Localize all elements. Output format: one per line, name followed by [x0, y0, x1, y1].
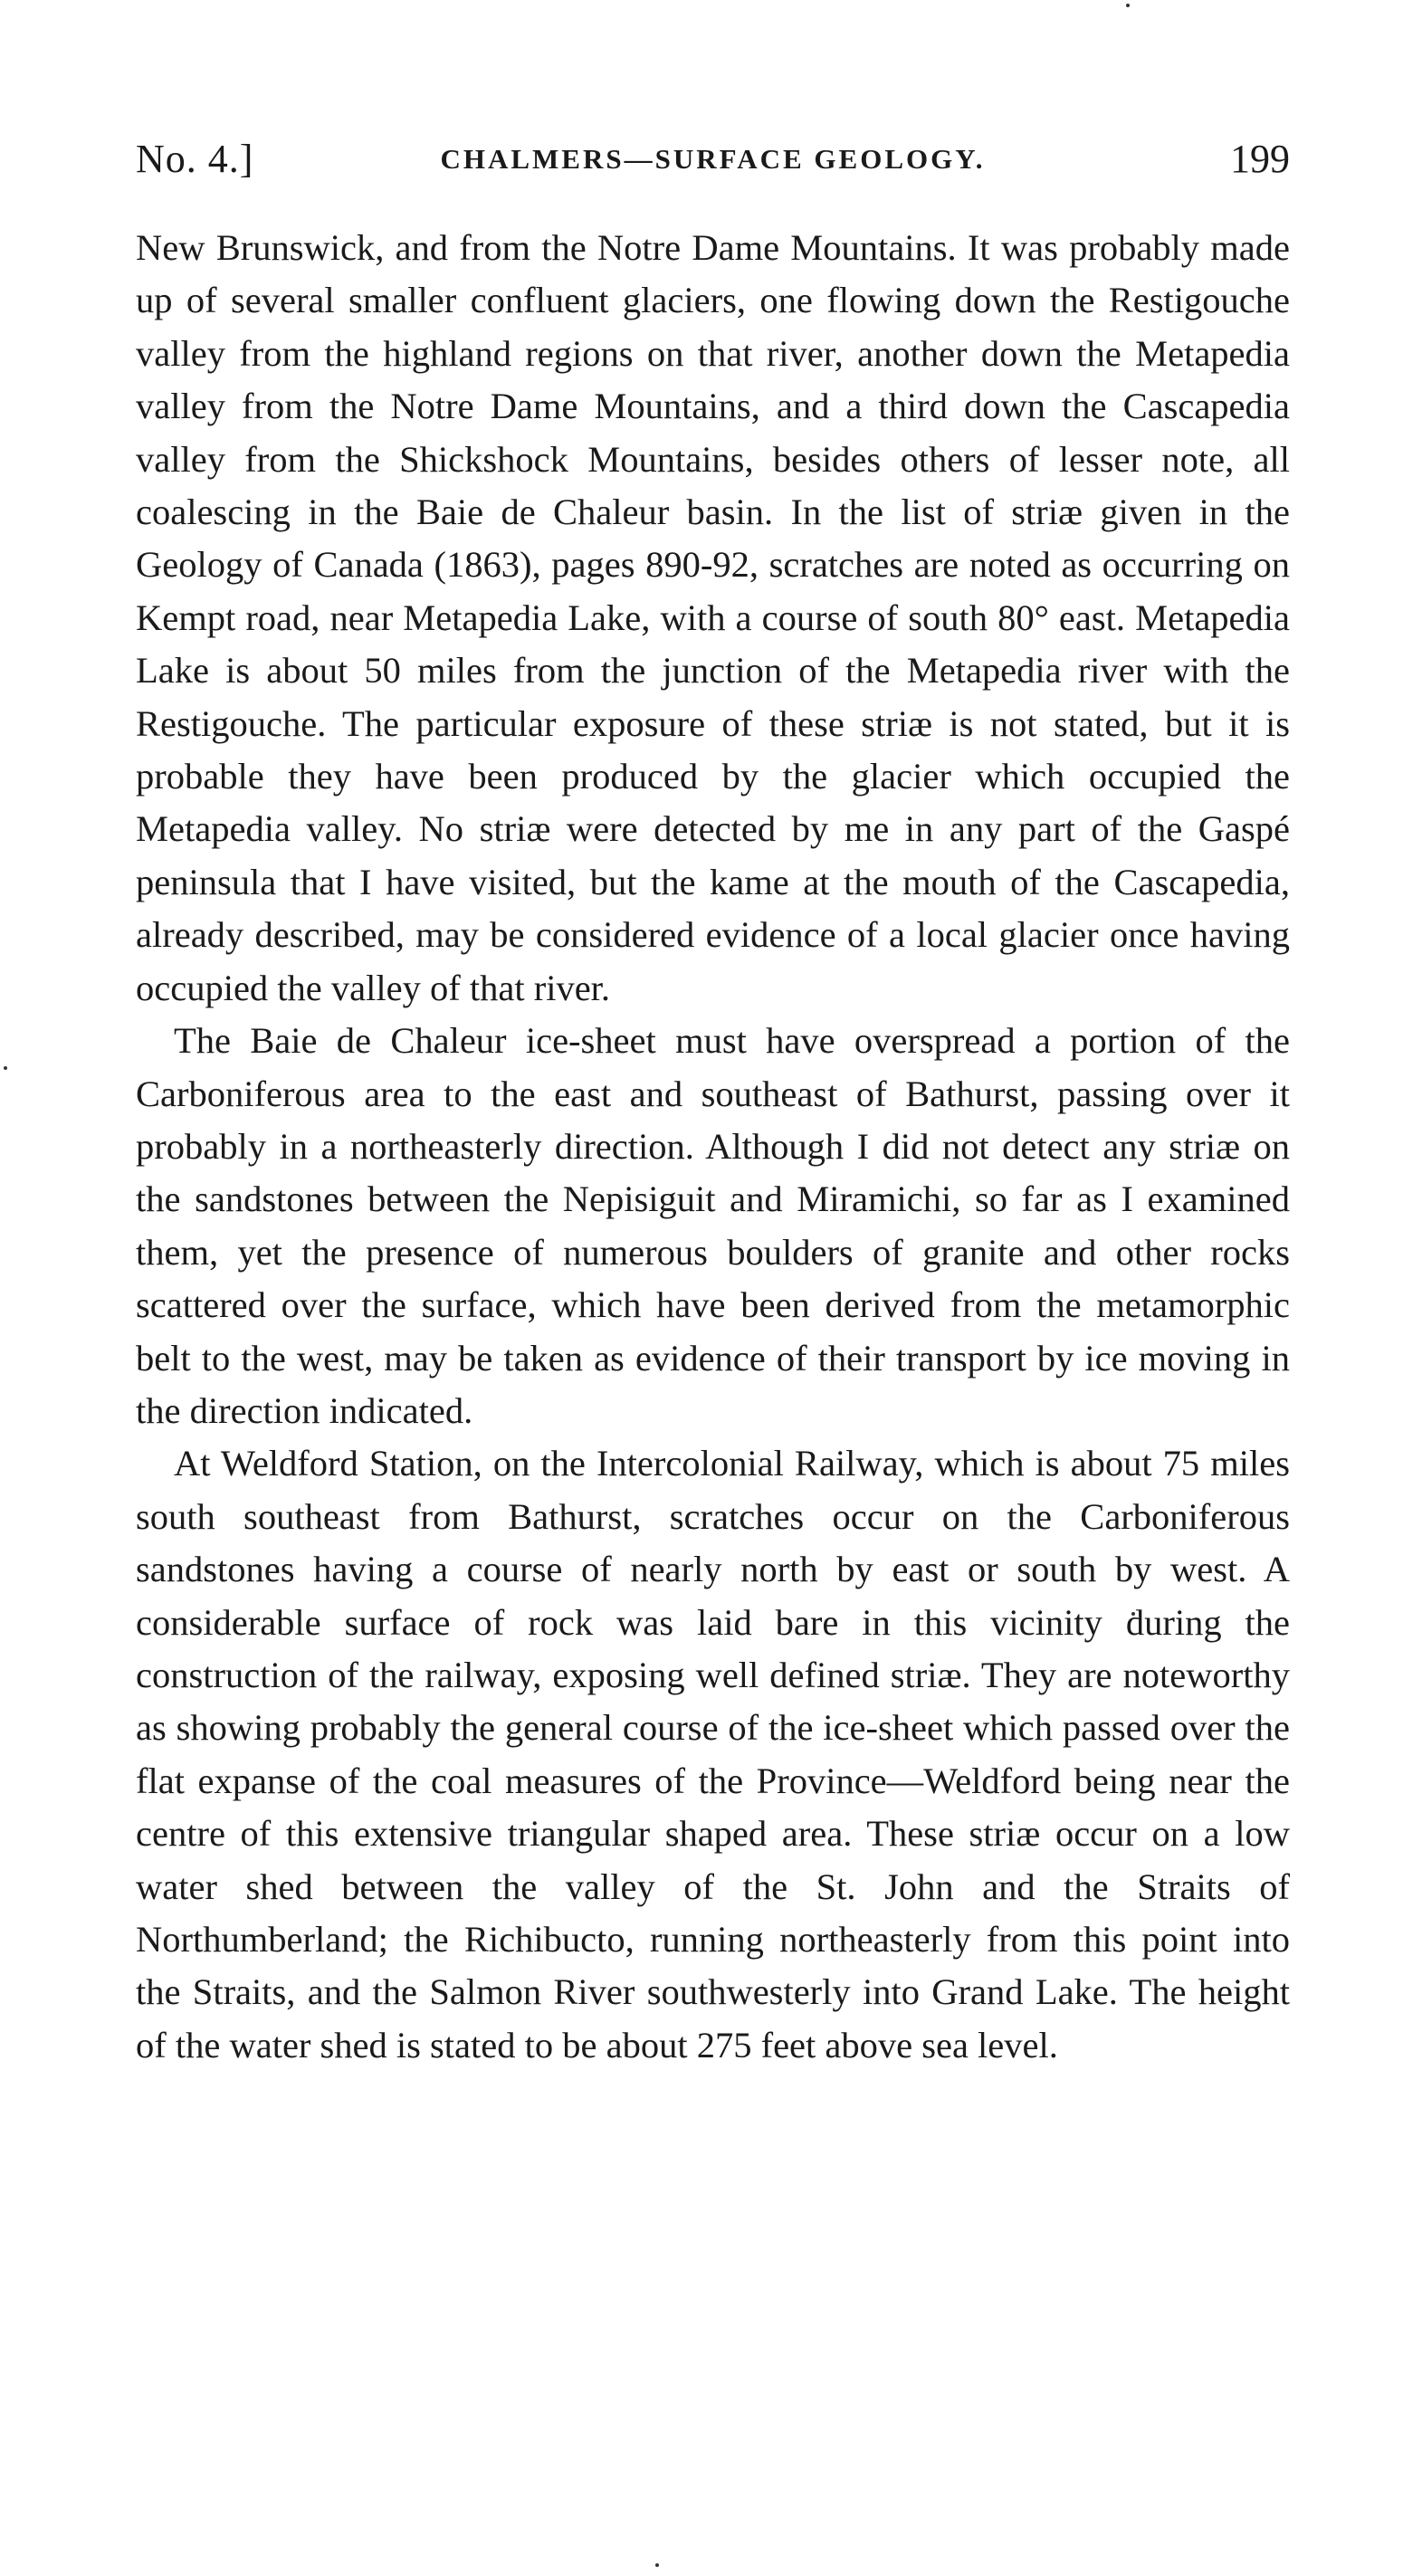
- paragraph: New Brunswick, and from the Notre Dame Mountains. It was probably made up of several smaller confluent glaciers, one flowing down the Restigouche valley from the highland regions on that river, another down the Metapedia valley from the Notre Dame Mountains, and a third down the Cascapedia valley from the Shickshock Mountains, besides others of lesser note, all coalescing in the Baie de Chaleur basin. In the list of striæ given in the Geology of Canada (1863), pages 890-92, scratches are noted as occurring on Kempt road, near Metapedia Lake, with a course of south 80° east. Metapedia Lake is about 50 miles from the junction of the Metapedia river with the Restigouche. The particular exposure of these striæ is not stated, but it is probable they have been produced by the glacier which occupied the Metapedia valley. No striæ were detected by me in any part of the Gaspé peninsula that I have visited, but the kame at the mouth of the Cascapedia, already described, may be considered evidence of a local glacier once having occupied the valley of that river.: [136, 227, 1290, 1008]
- paragraph: At Weldford Station, on the Intercolonial Railway, which is about 75 miles south southeast from Bathurst, scratches occur on the Carboniferous sandstones having a course of nearly north by east or south by west. A considerable surface of rock was laid bare in this vicinity during the construction of the railway, exposing well defined striæ. They are noteworthy as showing probably the general course of the ice-sheet which passed over the flat expanse of the coal measures of the Province—Weldford being near the centre of this extensive triangular shaped area. These striæ occur on a low water shed between the valley of the St. John and the Straits of Northumberland; the Richibucto, running northeasterly from this point into the Straits, and the Salmon River southwesterly into Grand Lake. The height of the water shed is stated to be about 275 feet above sea level.: [136, 1443, 1290, 2066]
- page-header: [136, 136, 1290, 190]
- issue-number: No. 4.]: [136, 137, 254, 181]
- body-text: [136, 222, 1290, 2072]
- paragraph: The Baie de Chaleur ice-sheet must have overspread a portion of the Carboniferous area to the east and southeast of Bathurst, passing over it probably in a northeasterly direction. Although I did not detect any striæ on the sandstones between the Nepisiguit and Miramichi, so far as I examined them, yet the presence of numerous boulders of granite and other rocks scattered over the surface, which have been derived from the metamorphic belt to the west, may be taken as evidence of their transport by ice moving in the direction indicated.: [136, 1020, 1290, 1431]
- page-number: 199: [1230, 137, 1290, 181]
- scan-speck: [4, 1066, 7, 1070]
- scan-speck: [655, 2563, 659, 2567]
- scan-speck: [1126, 4, 1130, 7]
- running-title: CHALMERS—SURFACE GEOLOGY.: [440, 143, 986, 175]
